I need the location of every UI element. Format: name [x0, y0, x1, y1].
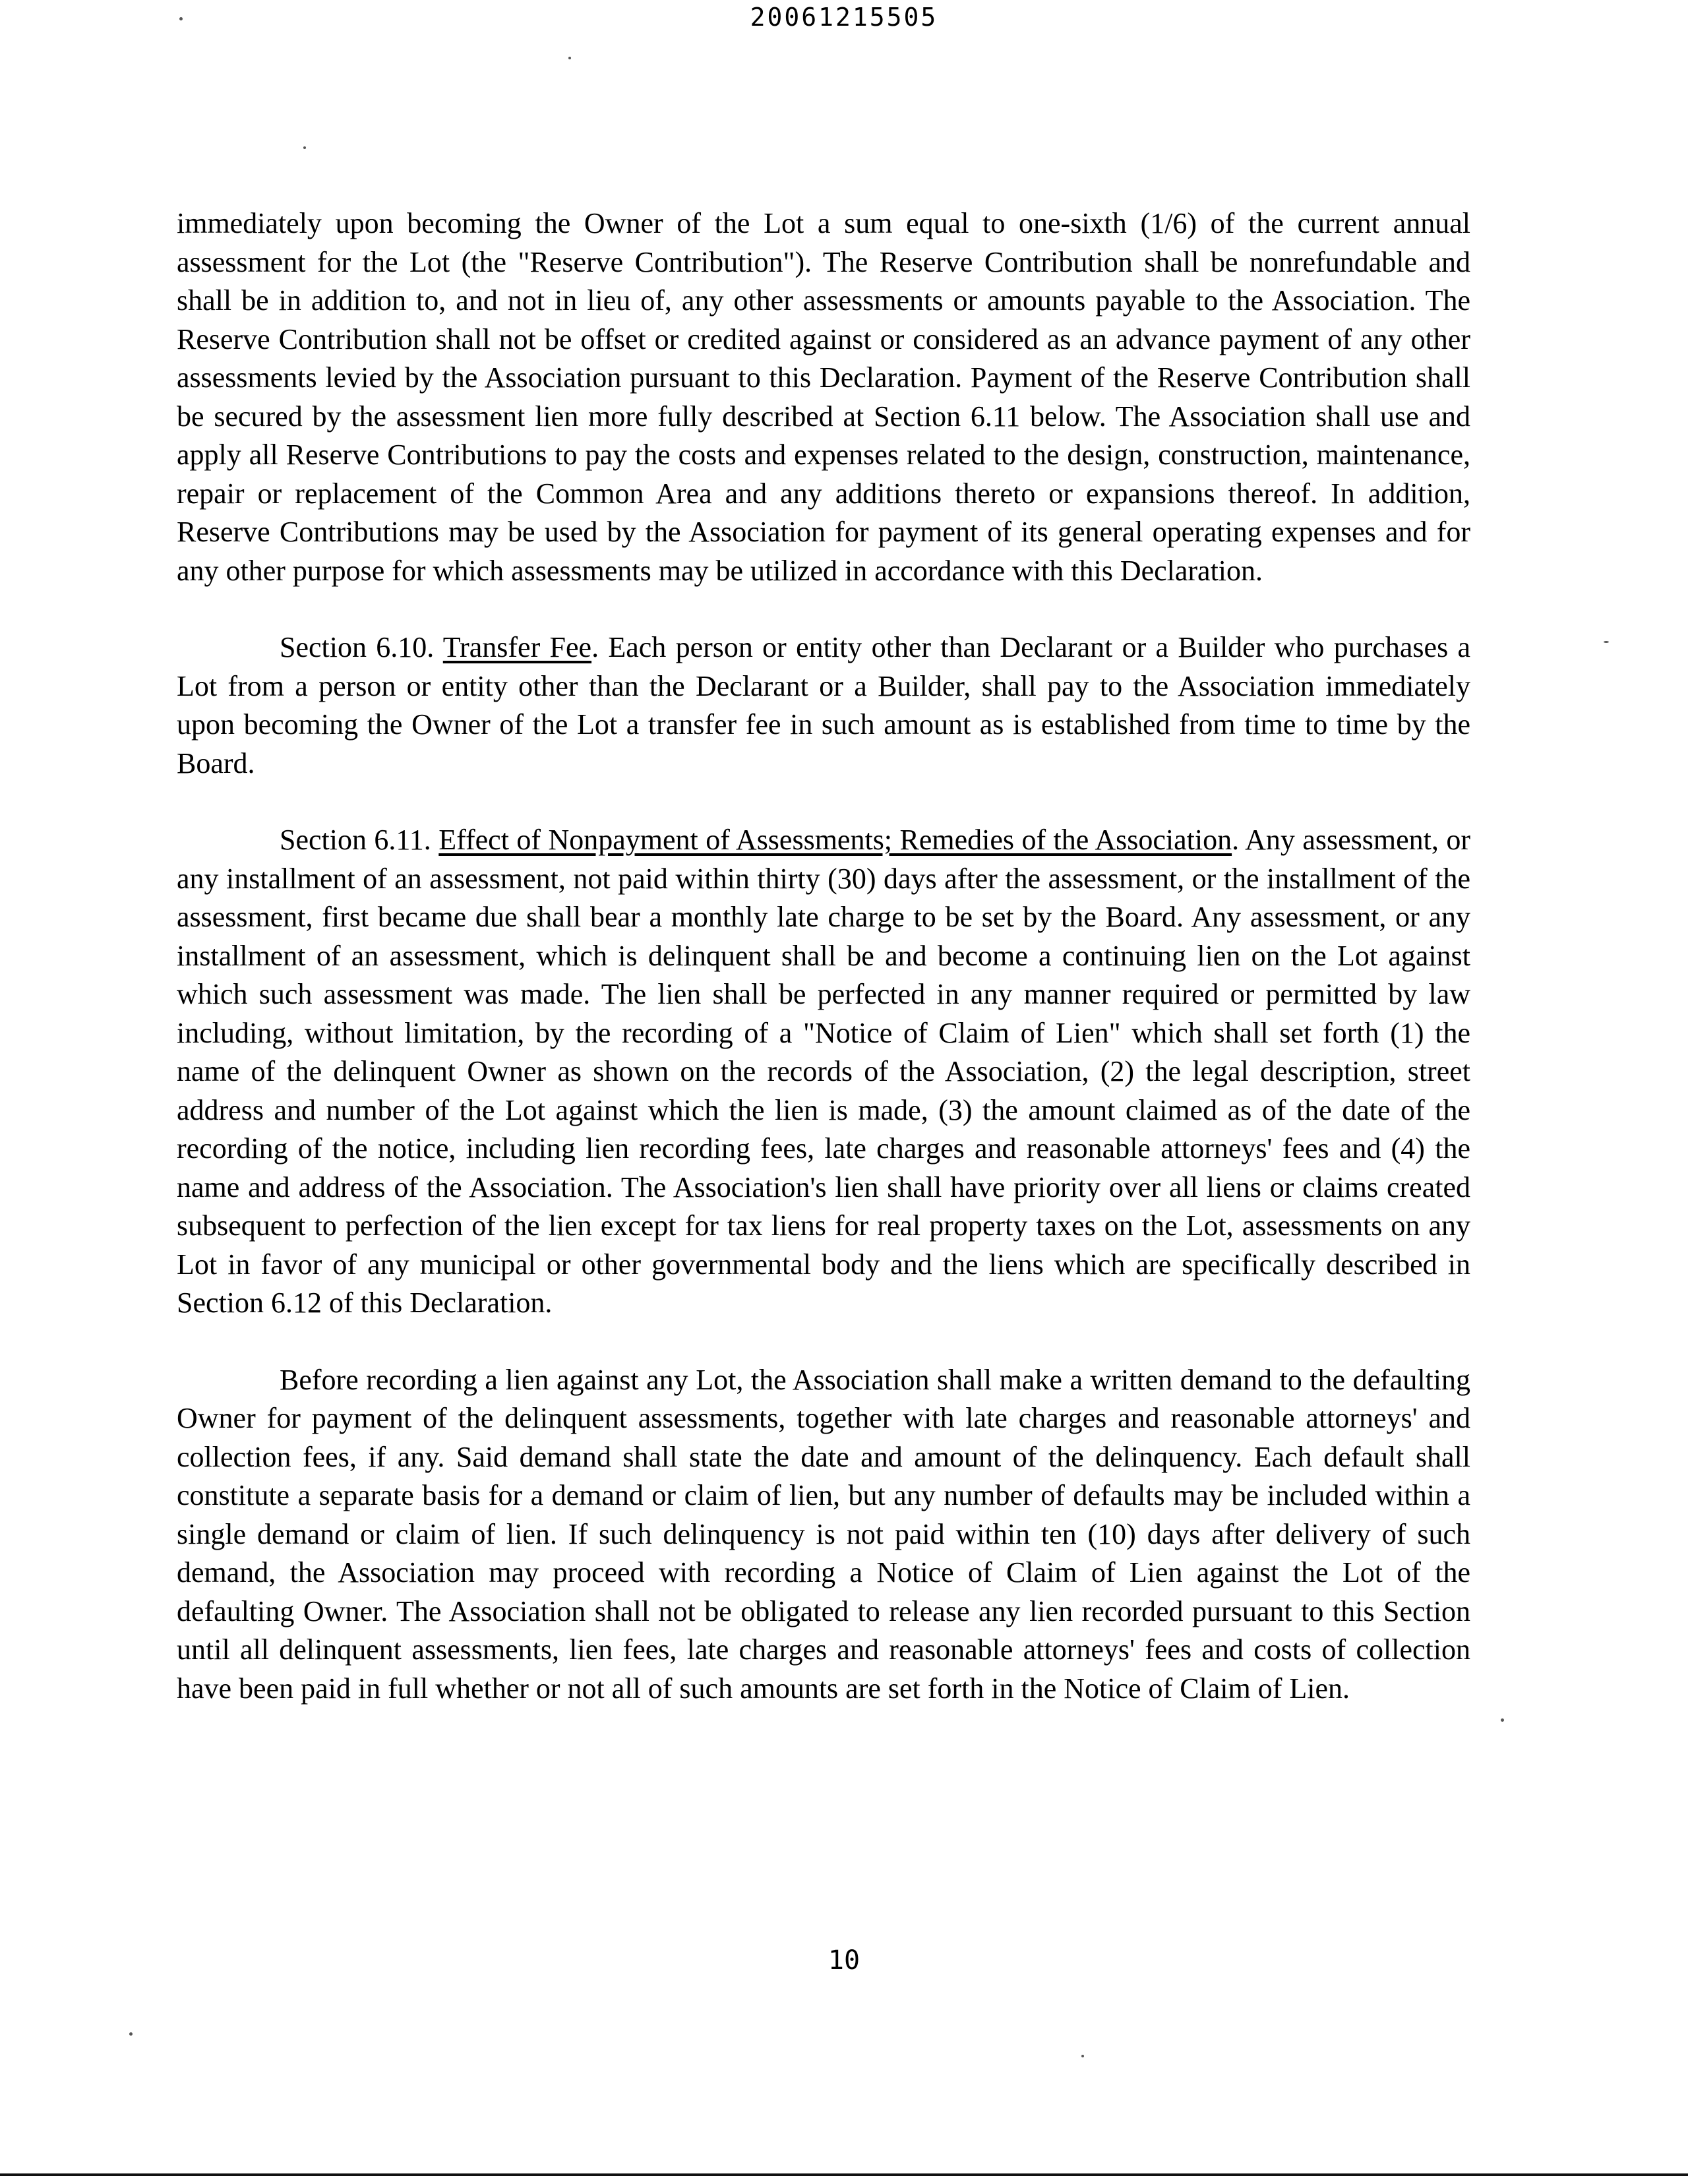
paragraph-text: immediately upon becoming the Owner of the Lot a sum equal to one-sixth (1/6) of the current annual assessment for the Lot (the "Reserve Contribution"). The Reserve Contribution shall be nonrefundable and shall be in addition to, and not in lieu of, any other assessments or amounts payable to the Association. The Reserve Contribution shall not be offset or credited against or considered as an advance payment of any other assessments levied by the Association pursuant to this Declaration. Payment of the Reserve Contribution shall be secured by the assessment lien more fully described at Section 6.11 below. The Association shall use and apply all Reserve Contributions to pay the costs and expenses related to the design, construction, maintenance, repair or replacement of the Common Area and any additions thereto or expansions thereof. In addition, Reserve Contributions may be used by the Association for payment of its general operating expenses and for any other purpose for which assessments may be utilized in accordance with this Declaration.: [177, 207, 1470, 587]
bottom-border-line: [0, 2173, 1688, 2176]
document-stamp-number: 20061215505: [750, 3, 938, 32]
scan-speck: [1604, 641, 1609, 643]
page-number: 10: [828, 1945, 860, 1976]
section-heading-effect-of-nonpayment: Effect of Nonpayment of Assessments; Remedies of the Association: [438, 824, 1232, 856]
paragraph-text: . Any assessment, or any installment of an assessment, not paid within thirty (30) days after the assessment, or the installment of the assessment, first became due shall bear a monthly late charge to be set by the Board. Any assessment, or any installment of an assessment, which is delinquent shall be and become a continuing lien on the Lot against which such assessment was made. The lien shall be perfected in any manner required or permitted by law including, without limitation, by the recording of a "Notice of Claim of Lien" which shall set forth (1) the name of the delinquent Owner as shown on the records of the Association, (2) the legal description, street address and number of the Lot against which the lien is made, (3) the amount claimed as of the date of the recording of the notice, including lien recording fees, late charges and reasonable attorneys' fees and (4) the name and address of the Association. The Association's lien shall have priority over all liens or claims created subsequent to perfection of the lien except for tax liens for real property taxes on the Lot, assessments on any Lot in favor of any municipal or other governmental body and the liens which are specifically described in Section 6.12 of this Declaration.: [177, 824, 1470, 1319]
scan-speck: [1501, 1718, 1504, 1722]
section-number: Section 6.11.: [280, 824, 439, 856]
scan-speck: [568, 57, 571, 59]
section-number: Section 6.10.: [280, 631, 443, 663]
paragraph-section-6-11: [177, 821, 1470, 1323]
scan-speck: [1081, 2055, 1084, 2057]
scan-speck: [129, 2032, 133, 2036]
scan-speck: [179, 17, 183, 20]
paragraph-reserve-contribution: [177, 204, 1470, 590]
scan-speck: [303, 146, 306, 149]
paragraph-section-6-10: [177, 628, 1470, 783]
paragraph-text: Before recording a lien against any Lot, the Association shall make a written demand to the defaulting Owner for payment of the delinquent assessments, together with late charges and reasonable attorneys' and collection fees, if any. Said demand shall state the date and amount of the delinquency. Each default shall constitute a separate basis for a demand or claim of lien, but any number of defaults may be included within a single demand or claim of lien. If such delinquency is not paid within ten (10) days after delivery of such demand, the Association may proceed with recording a Notice of Claim of Lien against the Lot of the defaulting Owner. The Association shall not be obligated to release any lien recorded pursuant to this Section until all delinquent assessments, lien fees, late charges and reasonable attorneys' fees and costs of collection have been paid in full whether or not all of such amounts are set forth in the Notice of Claim of Lien.: [177, 1363, 1470, 1705]
paragraph-lien-demand: [177, 1361, 1470, 1709]
document-body: [177, 204, 1470, 1708]
section-heading-transfer-fee: Transfer Fee: [442, 631, 592, 663]
paragraph-text: . Each person or entity other than Declarant or a Builder who purchases a Lot from a person or entity other than the Declarant or a Builder, shall pay to the Association immediately upon becoming the Owner of the Lot a transfer fee in such amount as is established from time to time by the Board.: [177, 631, 1471, 779]
